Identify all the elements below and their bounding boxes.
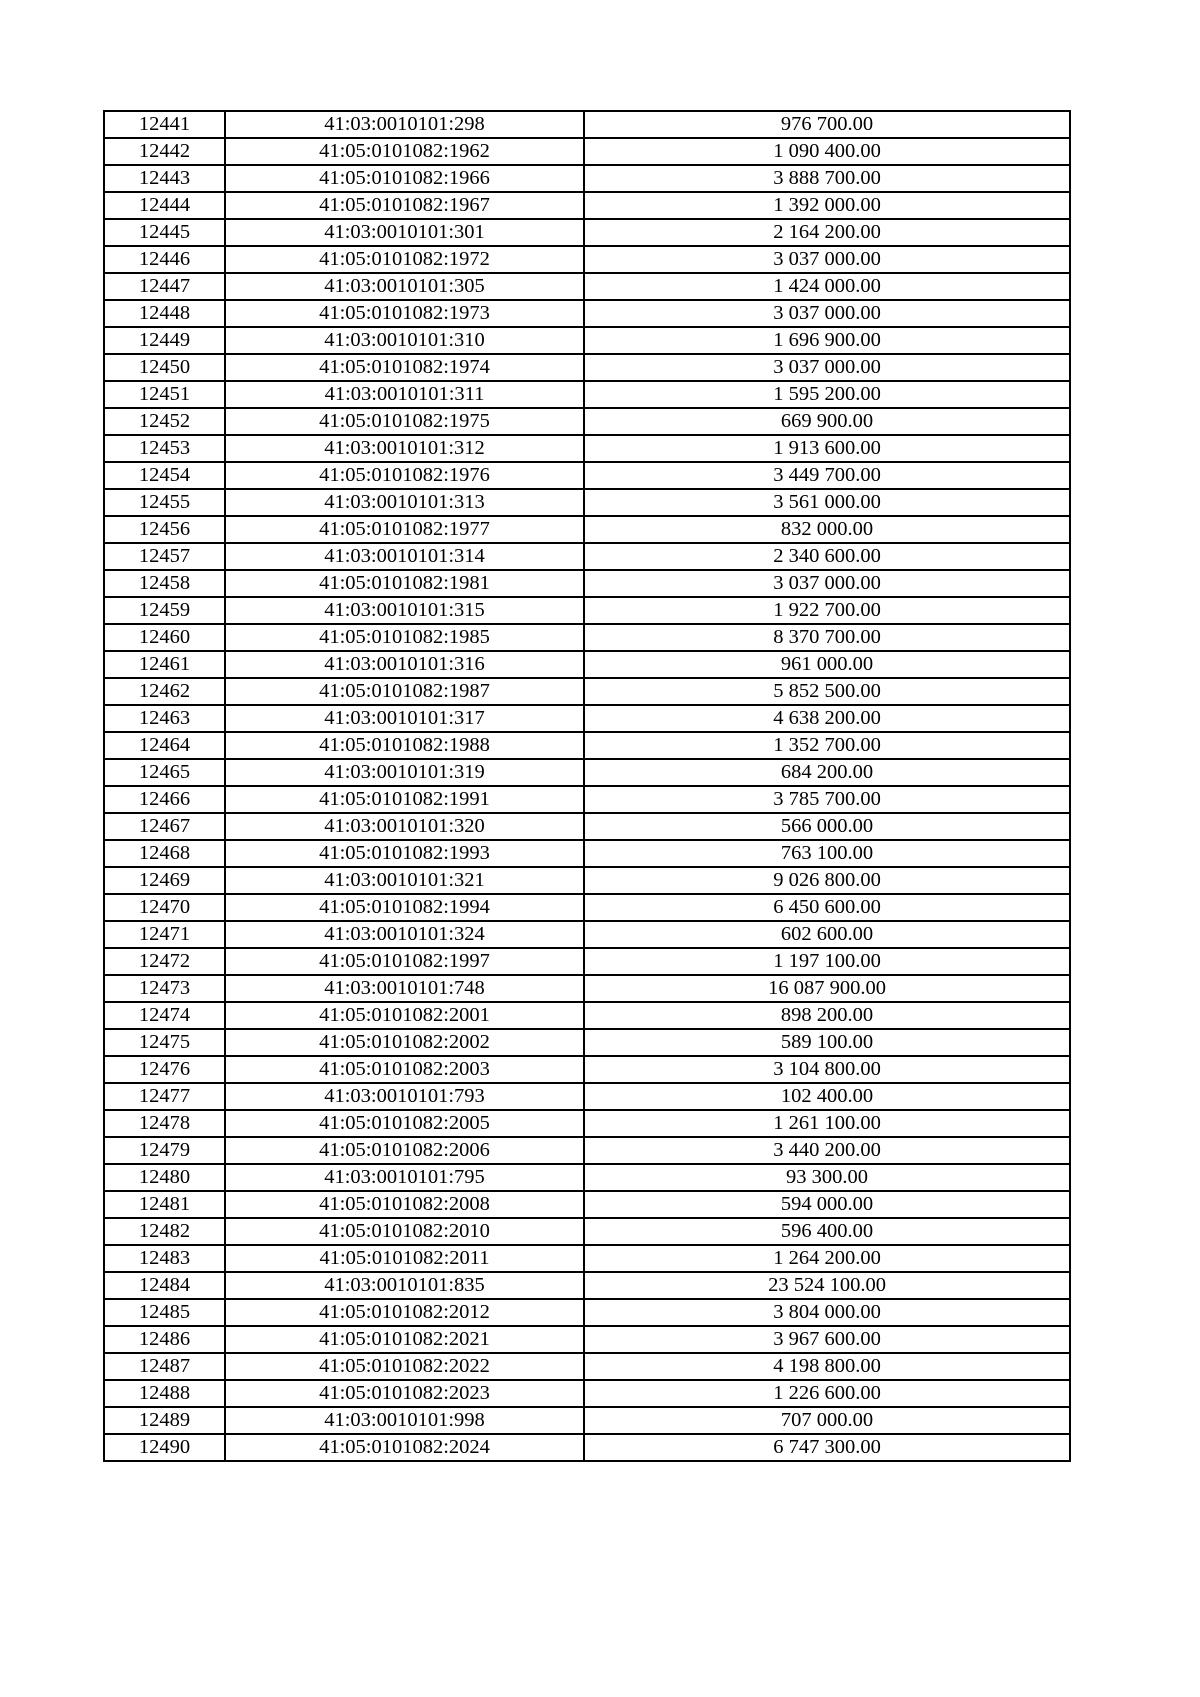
cadastral-value-cell: 566 000.00: [584, 813, 1070, 840]
row-number-cell: 12445: [104, 219, 225, 246]
cadastral-number-cell: 41:03:0010101:314: [225, 543, 584, 570]
cadastral-value-cell: 684 200.00: [584, 759, 1070, 786]
cadastral-value-table: [103, 110, 1071, 1462]
row-number-cell: 12478: [104, 1110, 225, 1137]
cadastral-value-cell: 3 037 000.00: [584, 246, 1070, 273]
table-row: [104, 138, 1070, 165]
cadastral-number-cell: 41:03:0010101:835: [225, 1272, 584, 1299]
cadastral-value-cell: 6 450 600.00: [584, 894, 1070, 921]
row-number-cell: 12486: [104, 1326, 225, 1353]
cadastral-number-cell: 41:05:0101082:1973: [225, 300, 584, 327]
row-number-cell: 12448: [104, 300, 225, 327]
cadastral-number-cell: 41:05:0101082:2012: [225, 1299, 584, 1326]
row-number-cell: 12481: [104, 1191, 225, 1218]
cadastral-number-cell: 41:03:0010101:998: [225, 1407, 584, 1434]
table-row: [104, 705, 1070, 732]
cadastral-number-cell: 41:05:0101082:1997: [225, 948, 584, 975]
cadastral-value-cell: 23 524 100.00: [584, 1272, 1070, 1299]
row-number-cell: 12466: [104, 786, 225, 813]
table-row: [104, 111, 1070, 138]
cadastral-number-cell: 41:05:0101082:2021: [225, 1326, 584, 1353]
table-row: [104, 867, 1070, 894]
row-number-cell: 12464: [104, 732, 225, 759]
row-number-cell: 12488: [104, 1380, 225, 1407]
cadastral-number-cell: 41:03:0010101:305: [225, 273, 584, 300]
row-number-cell: 12451: [104, 381, 225, 408]
table-row: [104, 300, 1070, 327]
cadastral-value-cell: 3 561 000.00: [584, 489, 1070, 516]
table-row: [104, 948, 1070, 975]
row-number-cell: 12484: [104, 1272, 225, 1299]
cadastral-value-cell: 3 104 800.00: [584, 1056, 1070, 1083]
cadastral-number-cell: 41:05:0101082:1994: [225, 894, 584, 921]
cadastral-value-cell: 3 785 700.00: [584, 786, 1070, 813]
cadastral-value-cell: 1 090 400.00: [584, 138, 1070, 165]
table-row: [104, 273, 1070, 300]
cadastral-number-cell: 41:03:0010101:311: [225, 381, 584, 408]
cadastral-number-cell: 41:03:0010101:795: [225, 1164, 584, 1191]
row-number-cell: 12460: [104, 624, 225, 651]
table-row: [104, 1056, 1070, 1083]
table-row: [104, 597, 1070, 624]
row-number-cell: 12450: [104, 354, 225, 381]
cadastral-value-cell: 669 900.00: [584, 408, 1070, 435]
table-row: [104, 219, 1070, 246]
cadastral-number-cell: 41:05:0101082:2001: [225, 1002, 584, 1029]
cadastral-number-cell: 41:05:0101082:2022: [225, 1353, 584, 1380]
row-number-cell: 12470: [104, 894, 225, 921]
row-number-cell: 12471: [104, 921, 225, 948]
row-number-cell: 12483: [104, 1245, 225, 1272]
cadastral-number-cell: 41:03:0010101:312: [225, 435, 584, 462]
cadastral-number-cell: 41:05:0101082:1967: [225, 192, 584, 219]
cadastral-number-cell: 41:05:0101082:2023: [225, 1380, 584, 1407]
cadastral-number-cell: 41:05:0101082:1988: [225, 732, 584, 759]
table-row: [104, 1380, 1070, 1407]
cadastral-value-cell: 2 340 600.00: [584, 543, 1070, 570]
cadastral-value-cell: 2 164 200.00: [584, 219, 1070, 246]
cadastral-number-cell: 41:05:0101082:1991: [225, 786, 584, 813]
table-row: [104, 813, 1070, 840]
cadastral-number-cell: 41:05:0101082:2006: [225, 1137, 584, 1164]
cadastral-value-cell: 961 000.00: [584, 651, 1070, 678]
cadastral-value-cell: 3 037 000.00: [584, 354, 1070, 381]
table-row: [104, 840, 1070, 867]
row-number-cell: 12442: [104, 138, 225, 165]
table-row: [104, 1434, 1070, 1461]
table-row: [104, 1029, 1070, 1056]
cadastral-number-cell: 41:05:0101082:2011: [225, 1245, 584, 1272]
cadastral-value-cell: 707 000.00: [584, 1407, 1070, 1434]
row-number-cell: 12479: [104, 1137, 225, 1164]
cadastral-number-cell: 41:05:0101082:1974: [225, 354, 584, 381]
row-number-cell: 12480: [104, 1164, 225, 1191]
cadastral-number-cell: 41:03:0010101:321: [225, 867, 584, 894]
row-number-cell: 12477: [104, 1083, 225, 1110]
table-row: [104, 1245, 1070, 1272]
row-number-cell: 12457: [104, 543, 225, 570]
table-row: [104, 894, 1070, 921]
cadastral-value-cell: 3 037 000.00: [584, 300, 1070, 327]
cadastral-number-cell: 41:05:0101082:1976: [225, 462, 584, 489]
cadastral-value-cell: 763 100.00: [584, 840, 1070, 867]
cadastral-number-cell: 41:05:0101082:1987: [225, 678, 584, 705]
table-row: [104, 975, 1070, 1002]
cadastral-value-cell: 1 424 000.00: [584, 273, 1070, 300]
table-row: [104, 1218, 1070, 1245]
table-row: [104, 1110, 1070, 1137]
cadastral-number-cell: 41:03:0010101:298: [225, 111, 584, 138]
cadastral-value-cell: 3 967 600.00: [584, 1326, 1070, 1353]
row-number-cell: 12447: [104, 273, 225, 300]
row-number-cell: 12455: [104, 489, 225, 516]
cadastral-value-cell: 3 888 700.00: [584, 165, 1070, 192]
row-number-cell: 12482: [104, 1218, 225, 1245]
row-number-cell: 12465: [104, 759, 225, 786]
cadastral-value-cell: 1 392 000.00: [584, 192, 1070, 219]
cadastral-value-cell: 102 400.00: [584, 1083, 1070, 1110]
row-number-cell: 12458: [104, 570, 225, 597]
cadastral-number-cell: 41:03:0010101:793: [225, 1083, 584, 1110]
cadastral-value-cell: 1 696 900.00: [584, 327, 1070, 354]
row-number-cell: 12443: [104, 165, 225, 192]
row-number-cell: 12473: [104, 975, 225, 1002]
cadastral-value-cell: 1 922 700.00: [584, 597, 1070, 624]
row-number-cell: 12452: [104, 408, 225, 435]
cadastral-number-cell: 41:03:0010101:310: [225, 327, 584, 354]
table-row: [104, 246, 1070, 273]
cadastral-value-cell: 3 449 700.00: [584, 462, 1070, 489]
table-row: [104, 381, 1070, 408]
row-number-cell: 12490: [104, 1434, 225, 1461]
table-row: [104, 624, 1070, 651]
cadastral-number-cell: 41:05:0101082:1977: [225, 516, 584, 543]
cadastral-value-cell: 589 100.00: [584, 1029, 1070, 1056]
table-row: [104, 1272, 1070, 1299]
cadastral-value-cell: 93 300.00: [584, 1164, 1070, 1191]
table-row: [104, 462, 1070, 489]
cadastral-value-cell: 6 747 300.00: [584, 1434, 1070, 1461]
cadastral-value-cell: 976 700.00: [584, 111, 1070, 138]
cadastral-number-cell: 41:05:0101082:2008: [225, 1191, 584, 1218]
table-row: [104, 921, 1070, 948]
row-number-cell: 12444: [104, 192, 225, 219]
cadastral-number-cell: 41:05:0101082:2003: [225, 1056, 584, 1083]
row-number-cell: 12475: [104, 1029, 225, 1056]
cadastral-value-cell: 1 913 600.00: [584, 435, 1070, 462]
table-row: [104, 327, 1070, 354]
table-row: [104, 1326, 1070, 1353]
row-number-cell: 12454: [104, 462, 225, 489]
row-number-cell: 12459: [104, 597, 225, 624]
table-row: [104, 408, 1070, 435]
cadastral-value-cell: 8 370 700.00: [584, 624, 1070, 651]
cadastral-number-cell: 41:05:0101082:1985: [225, 624, 584, 651]
cadastral-number-cell: 41:03:0010101:320: [225, 813, 584, 840]
cadastral-value-cell: 602 600.00: [584, 921, 1070, 948]
table-row: [104, 1002, 1070, 1029]
table-row: [104, 732, 1070, 759]
row-number-cell: 12449: [104, 327, 225, 354]
row-number-cell: 12476: [104, 1056, 225, 1083]
table-row: [104, 165, 1070, 192]
cadastral-number-cell: 41:03:0010101:317: [225, 705, 584, 732]
cadastral-number-cell: 41:03:0010101:315: [225, 597, 584, 624]
row-number-cell: 12462: [104, 678, 225, 705]
table-body: [104, 111, 1070, 1461]
cadastral-number-cell: 41:05:0101082:1972: [225, 246, 584, 273]
row-number-cell: 12453: [104, 435, 225, 462]
table-row: [104, 1353, 1070, 1380]
cadastral-value-cell: 596 400.00: [584, 1218, 1070, 1245]
row-number-cell: 12468: [104, 840, 225, 867]
cadastral-number-cell: 41:05:0101082:2005: [225, 1110, 584, 1137]
cadastral-number-cell: 41:03:0010101:319: [225, 759, 584, 786]
cadastral-value-cell: 3 440 200.00: [584, 1137, 1070, 1164]
table-row: [104, 1164, 1070, 1191]
cadastral-value-cell: 1 264 200.00: [584, 1245, 1070, 1272]
table-row: [104, 651, 1070, 678]
cadastral-number-cell: 41:05:0101082:1993: [225, 840, 584, 867]
table-row: [104, 516, 1070, 543]
cadastral-value-cell: 1 595 200.00: [584, 381, 1070, 408]
cadastral-number-cell: 41:05:0101082:2002: [225, 1029, 584, 1056]
table-row: [104, 354, 1070, 381]
cadastral-value-cell: 832 000.00: [584, 516, 1070, 543]
cadastral-value-cell: 594 000.00: [584, 1191, 1070, 1218]
cadastral-value-cell: 1 226 600.00: [584, 1380, 1070, 1407]
table-row: [104, 678, 1070, 705]
cadastral-value-cell: 9 026 800.00: [584, 867, 1070, 894]
cadastral-number-cell: 41:03:0010101:748: [225, 975, 584, 1002]
table-row: [104, 1137, 1070, 1164]
row-number-cell: 12472: [104, 948, 225, 975]
row-number-cell: 12461: [104, 651, 225, 678]
table-row: [104, 570, 1070, 597]
cadastral-number-cell: 41:05:0101082:1981: [225, 570, 584, 597]
row-number-cell: 12474: [104, 1002, 225, 1029]
table-row: [104, 1407, 1070, 1434]
row-number-cell: 12489: [104, 1407, 225, 1434]
table-row: [104, 543, 1070, 570]
cadastral-value-cell: 1 261 100.00: [584, 1110, 1070, 1137]
cadastral-number-cell: 41:03:0010101:324: [225, 921, 584, 948]
cadastral-value-cell: 5 852 500.00: [584, 678, 1070, 705]
cadastral-number-cell: 41:05:0101082:2024: [225, 1434, 584, 1461]
cadastral-value-cell: 3 037 000.00: [584, 570, 1070, 597]
table-row: [104, 1299, 1070, 1326]
cadastral-number-cell: 41:05:0101082:1966: [225, 165, 584, 192]
cadastral-value-cell: 898 200.00: [584, 1002, 1070, 1029]
row-number-cell: 12487: [104, 1353, 225, 1380]
cadastral-number-cell: 41:03:0010101:301: [225, 219, 584, 246]
row-number-cell: 12456: [104, 516, 225, 543]
cadastral-number-cell: 41:05:0101082:2010: [225, 1218, 584, 1245]
cadastral-value-cell: 1 197 100.00: [584, 948, 1070, 975]
row-number-cell: 12469: [104, 867, 225, 894]
table-row: [104, 1191, 1070, 1218]
cadastral-number-cell: 41:03:0010101:316: [225, 651, 584, 678]
cadastral-value-cell: 4 638 200.00: [584, 705, 1070, 732]
table-row: [104, 759, 1070, 786]
row-number-cell: 12441: [104, 111, 225, 138]
table-row: [104, 1083, 1070, 1110]
row-number-cell: 12485: [104, 1299, 225, 1326]
row-number-cell: 12463: [104, 705, 225, 732]
cadastral-value-cell: 16 087 900.00: [584, 975, 1070, 1002]
table-row: [104, 786, 1070, 813]
cadastral-value-cell: 1 352 700.00: [584, 732, 1070, 759]
row-number-cell: 12467: [104, 813, 225, 840]
table-row: [104, 435, 1070, 462]
cadastral-number-cell: 41:03:0010101:313: [225, 489, 584, 516]
table-row: [104, 489, 1070, 516]
cadastral-number-cell: 41:05:0101082:1975: [225, 408, 584, 435]
cadastral-value-cell: 4 198 800.00: [584, 1353, 1070, 1380]
row-number-cell: 12446: [104, 246, 225, 273]
cadastral-value-cell: 3 804 000.00: [584, 1299, 1070, 1326]
cadastral-number-cell: 41:05:0101082:1962: [225, 138, 584, 165]
table-row: [104, 192, 1070, 219]
